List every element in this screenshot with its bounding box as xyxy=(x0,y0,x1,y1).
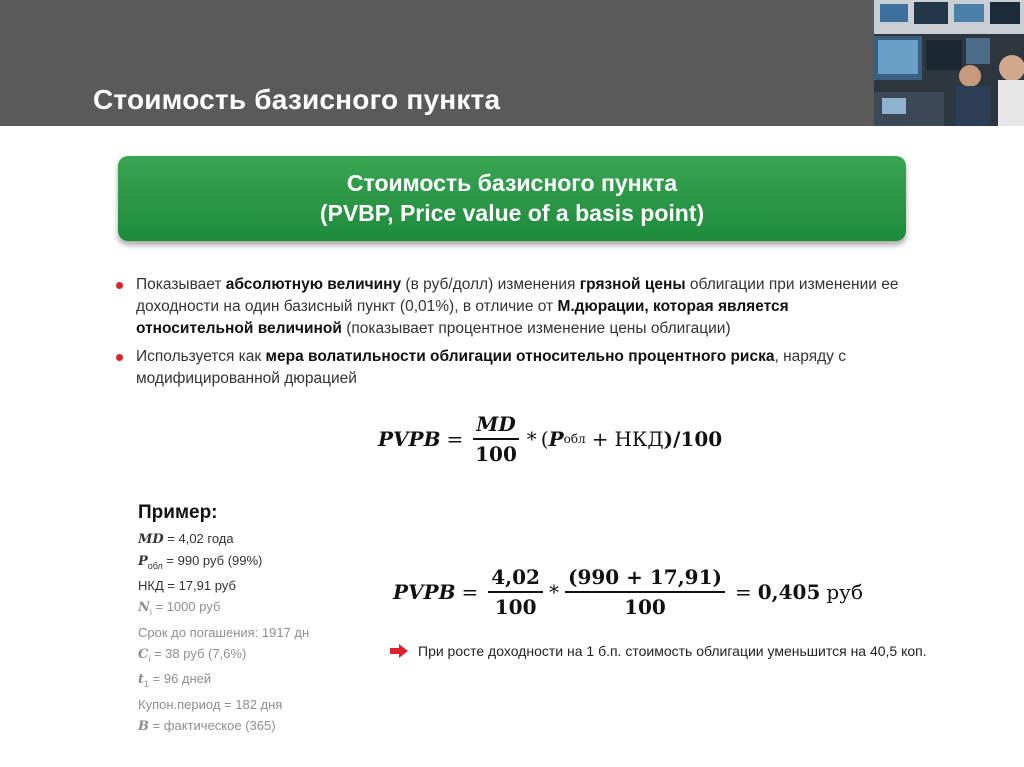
var-days-subscript: 1 xyxy=(144,679,150,690)
value-coupon: = 38 руб (7,6%) xyxy=(150,645,247,661)
bullet-text: Показывает xyxy=(136,276,226,293)
trading-floor-photo xyxy=(874,0,1024,126)
conclusion-text: При росте доходности на 1 б.п. стоимость облигации уменьшится на 40,5 коп. xyxy=(418,643,927,659)
var-basis: B xyxy=(138,718,149,734)
var-coupon: C xyxy=(138,646,149,662)
conclusion-note xyxy=(390,643,927,659)
bullet-bold-text: М.дюрации, которая является относительной величиной xyxy=(136,298,789,337)
example-term: Срок до погашения: 1917 дн xyxy=(138,624,310,640)
fraction-denominator: 100 xyxy=(475,442,517,466)
banner-title: Стоимость базисного пункта xyxy=(346,170,678,196)
slide-title: Стоимость базисного пункта xyxy=(93,84,501,115)
formula-nkd: НКД xyxy=(614,427,664,451)
value-basis: = фактическое (365) xyxy=(149,717,276,733)
fraction-denominator: 100 xyxy=(494,595,537,619)
formula-unit: руб xyxy=(826,580,863,604)
photo-illustration xyxy=(874,0,1024,126)
bullet-text: облигации при изменении ее доходности на один базисный пункт (0,01%), в отличие от xyxy=(136,276,899,315)
var-nominal: N xyxy=(138,600,150,616)
formula-price-var: P xyxy=(548,427,564,451)
formula-lhs: PVPB xyxy=(378,427,441,451)
formula-multiply: * xyxy=(526,427,537,451)
bullet-text: Используется как xyxy=(136,348,266,365)
fraction-numerator: 4,02 xyxy=(488,565,543,593)
bullet-item-volatility xyxy=(116,346,906,390)
formula-multiply: * xyxy=(548,580,559,604)
bullet-text: (показывает процентное изменение цены облигации) xyxy=(341,320,731,337)
value-md: = 4,02 года xyxy=(163,531,234,546)
bullet-dot-icon xyxy=(116,354,123,361)
formula-fraction-price xyxy=(565,565,725,619)
var-price-subscript: обл xyxy=(147,560,163,571)
formula-equals: = xyxy=(461,580,479,604)
example-coupon xyxy=(138,644,309,670)
example-formula xyxy=(393,565,863,619)
bullet-bold-text: грязной цены xyxy=(579,276,686,293)
var-coupon-subscript: i xyxy=(148,653,151,664)
formula-price-subscript: обл xyxy=(563,432,586,446)
example-block xyxy=(138,502,309,737)
formula-paren-open: ( xyxy=(540,427,549,451)
bullet-text: , наряду с модифицированной дюрацией xyxy=(136,348,846,387)
formula-plus: + xyxy=(591,427,609,451)
example-nominal xyxy=(138,597,309,623)
definition-banner xyxy=(118,156,906,241)
example-md xyxy=(138,529,309,551)
example-price xyxy=(138,551,309,577)
var-days: t xyxy=(138,672,145,688)
example-period: Купон.период = 182 дня xyxy=(138,696,283,712)
bullet-bold-text: мера волатильности облигации относительно процентного риска xyxy=(265,348,775,365)
bullet-text: (в руб/долл) изменения xyxy=(401,276,580,293)
value-nominal: = 1000 руб xyxy=(151,599,221,615)
formula-equals: = xyxy=(734,580,752,604)
formula-lhs: PVPB xyxy=(393,580,456,604)
banner-subtitle: (PVBP, Price value of a basis point) xyxy=(319,200,705,226)
formula-fraction xyxy=(473,412,518,466)
fraction-numerator: (990 + 17,91) xyxy=(565,565,725,593)
pvbp-formula xyxy=(378,412,722,466)
formula-equals: = xyxy=(446,427,464,451)
var-md: MD xyxy=(138,532,164,547)
example-days xyxy=(138,669,309,695)
bullet-dot-icon xyxy=(116,282,123,289)
bullet-item-absolute-value xyxy=(116,274,906,340)
example-nkd: НКД = 17,91 руб xyxy=(138,578,236,594)
formula-tail: )/100 xyxy=(663,427,723,451)
bullet-bold-text: абсолютную величину xyxy=(225,276,402,293)
var-price: P xyxy=(138,553,148,569)
formula-result: 0,405 xyxy=(757,580,821,604)
fraction-denominator: 100 xyxy=(624,595,666,619)
fraction-numerator: MD xyxy=(473,412,518,440)
formula-fraction-md xyxy=(488,565,543,619)
var-nominal-subscript: i xyxy=(149,607,152,618)
arrow-right-icon xyxy=(390,644,408,658)
bullet-list xyxy=(116,274,906,396)
value-days: = 96 дней xyxy=(149,671,212,687)
value-price: = 990 руб (99%) xyxy=(162,552,263,568)
example-title: Пример: xyxy=(138,502,218,523)
example-basis xyxy=(138,716,309,738)
